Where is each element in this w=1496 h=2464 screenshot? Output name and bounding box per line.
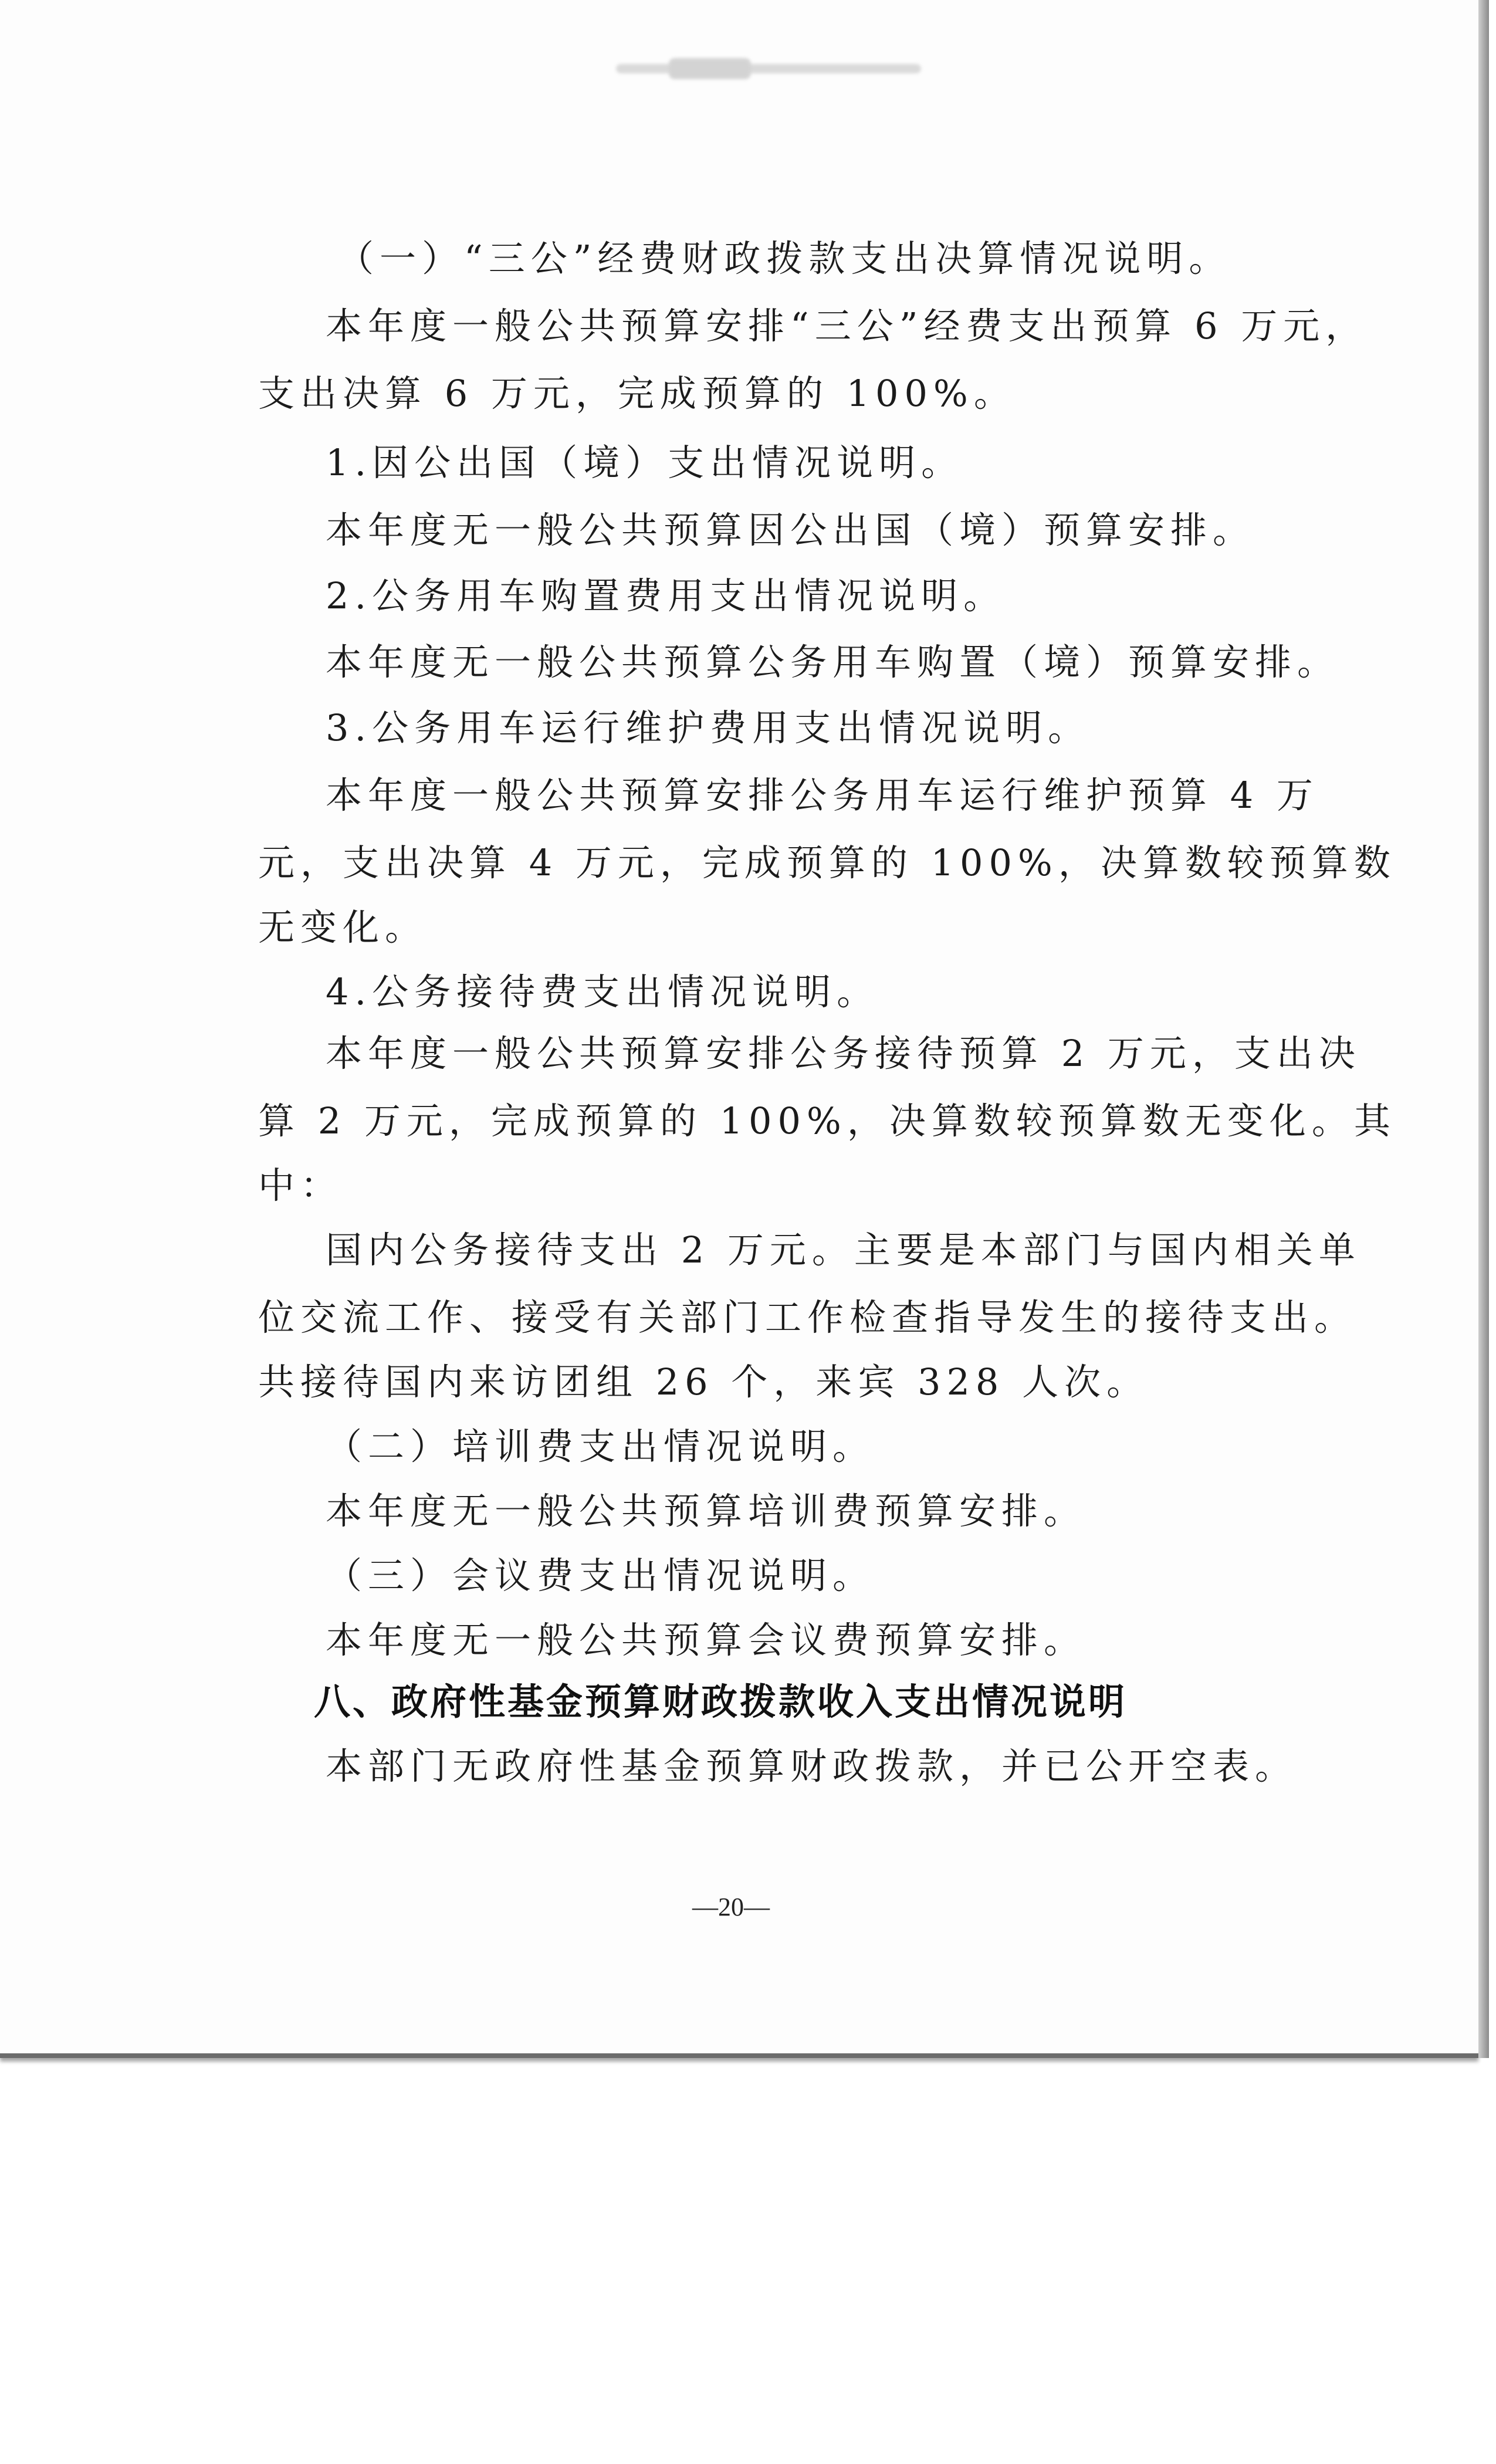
section-heading-1: （一）“三公”经费财政拨款支出决算情况说明。	[337, 237, 1231, 280]
subheading-line: 2.公务用车购置费用支出情况说明。	[326, 574, 1006, 617]
subheading-line: 1.因公出国（境）支出情况说明。	[326, 441, 964, 484]
paragraph-line: 共接待国内来访团组 26 个，来宾 328 人次。	[258, 1360, 1149, 1403]
paragraph-line: 本年度无一般公共预算因公出国（境）预算安排。	[326, 509, 1255, 551]
section-heading-2: （二）培训费支出情况说明。	[326, 1425, 875, 1468]
paragraph-line: 本年度无一般公共预算培训费预算安排。	[326, 1490, 1087, 1532]
paragraph-line: 本年度无一般公共预算公务用车购置（境）预算安排。	[326, 641, 1340, 683]
paragraph-line: 本年度一般公共预算安排公务接待预算 2 万元，支出决	[326, 1032, 1361, 1075]
paragraph-line: 支出决算 6 万元，完成预算的 100%。	[258, 372, 1016, 415]
paragraph-line: 元，支出决算 4 万元，完成预算的 100%，决算数较预算数	[258, 841, 1396, 884]
paragraph-line: 本年度一般公共预算安排公务用车运行维护预算 4 万	[326, 774, 1319, 817]
paragraph-line: 国内公务接待支出 2 万元。主要是本部门与国内相关单	[326, 1228, 1361, 1271]
paragraph-line: 本部门无政府性基金预算财政拨款，并已公开空表。	[326, 1745, 1298, 1788]
paragraph-line: 算 2 万元，完成预算的 100%，决算数较预算数无变化。其	[258, 1099, 1396, 1142]
subheading-line: 4.公务接待费支出情况说明。	[326, 970, 879, 1013]
paragraph-line: 无变化。	[258, 906, 428, 949]
scan-artifact-mark	[616, 56, 921, 83]
paragraph-line: 位交流工作、接受有关部门工作检查指导发生的接待支出。	[258, 1296, 1357, 1339]
chapter-heading: 八、政府性基金预算财政拨款收入支出情况说明	[314, 1680, 1128, 1723]
page-number: —20—	[692, 1893, 770, 1921]
paragraph-line: 本年度一般公共预算安排“三公”经费支出预算 6 万元，	[326, 304, 1368, 347]
paragraph-line: 本年度无一般公共预算会议费预算安排。	[326, 1619, 1087, 1661]
paragraph-line: 中：	[258, 1164, 343, 1207]
subheading-line: 3.公务用车运行维护费用支出情况说明。	[326, 706, 1091, 749]
section-heading-3: （三）会议费支出情况说明。	[326, 1554, 875, 1597]
